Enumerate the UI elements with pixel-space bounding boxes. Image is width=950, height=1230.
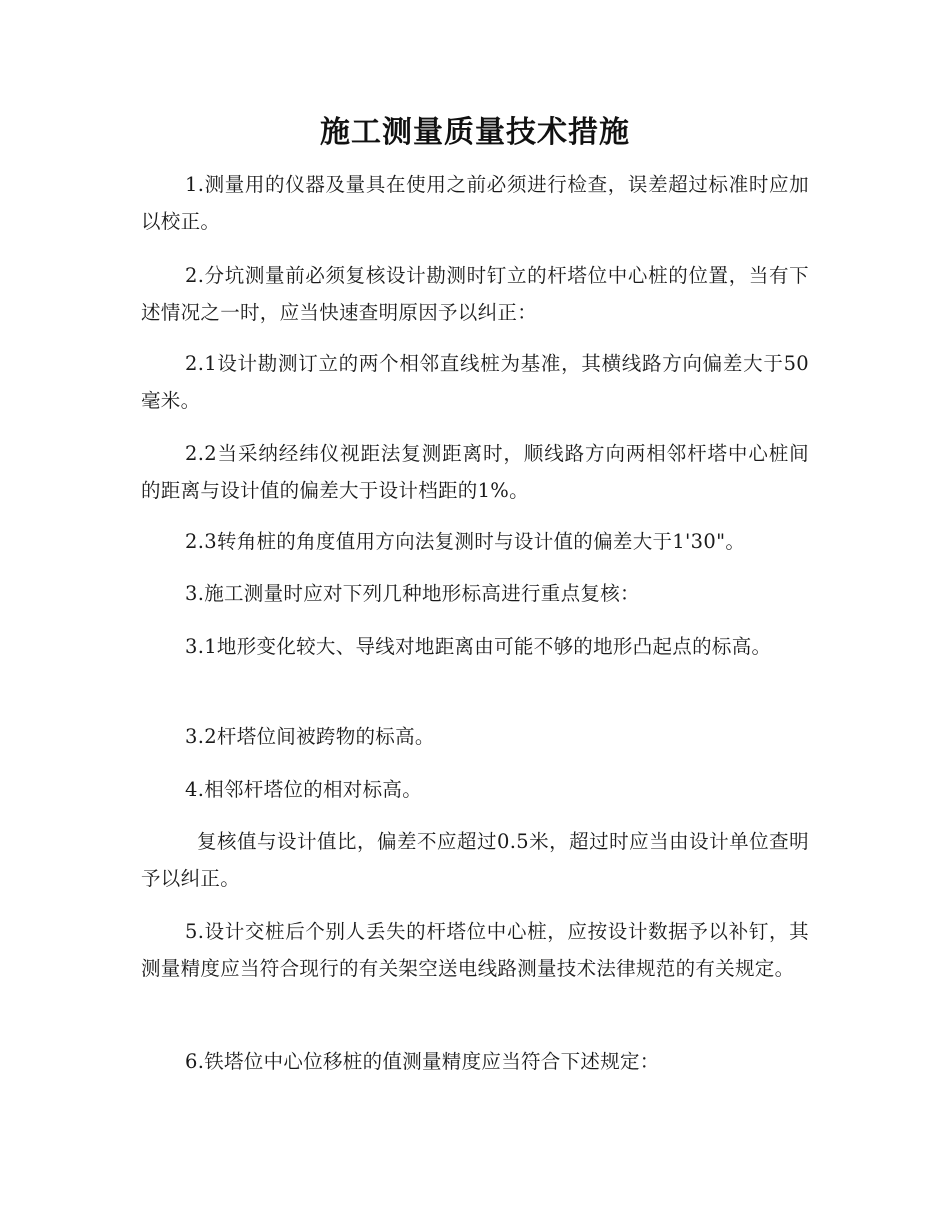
paragraph-2: 2.分坑测量前必须复核设计勘测时钉立的杆塔位中心桩的位置，当有下述情况之一时，应当快速查明原因予以纠正： xyxy=(141,264,809,324)
paragraph-2-1: 2.1设计勘测订立的两个相邻直线桩为基准，其横线路方向偏差大于50毫米。 xyxy=(141,352,809,412)
paragraph-3: 3.施工测量时应对下列几种地形标高进行重点复核： xyxy=(185,582,640,605)
paragraph-5: 5.设计交桩后个别人丢失的杆塔位中心桩，应按设计数据予以补钉，其测量精度应当符合现行的有关架空送电线路测量技术法律规范的有关规定。 xyxy=(141,920,809,980)
paragraph-2-2: 2.2当采纳经纬仪视距法复测距离时，顺线路方向两相邻杆塔中心桩间的距离与设计值的偏差大于设计档距的1%。 xyxy=(141,442,809,502)
document-title: 施工测量质量技术措施 xyxy=(320,115,630,150)
paragraph-6: 6.铁塔位中心位移桩的值测量精度应当符合下述规定： xyxy=(185,1050,660,1073)
paragraph-4: 4.相邻杆塔位的相对标高。 xyxy=(185,778,423,801)
paragraph-1: 1.测量用的仪器及量具在使用之前必须进行检查，误差超过标准时应加以校正。 xyxy=(141,173,809,233)
paragraph-3-1: 3.1地形变化较大、导线对地距离由可能不够的地形凸起点的标高。 xyxy=(185,635,772,658)
paragraph-3-2: 3.2杆塔位间被跨物的标高。 xyxy=(185,725,435,748)
paragraph-tolerance-note: 复核值与设计值比，偏差不应超过0.5米，超过时应当由设计单位查明予以纠正。 xyxy=(141,830,809,890)
paragraph-2-3: 2.3转角桩的角度值用方向法复测时与设计值的偏差大于1'30"。 xyxy=(185,530,746,553)
